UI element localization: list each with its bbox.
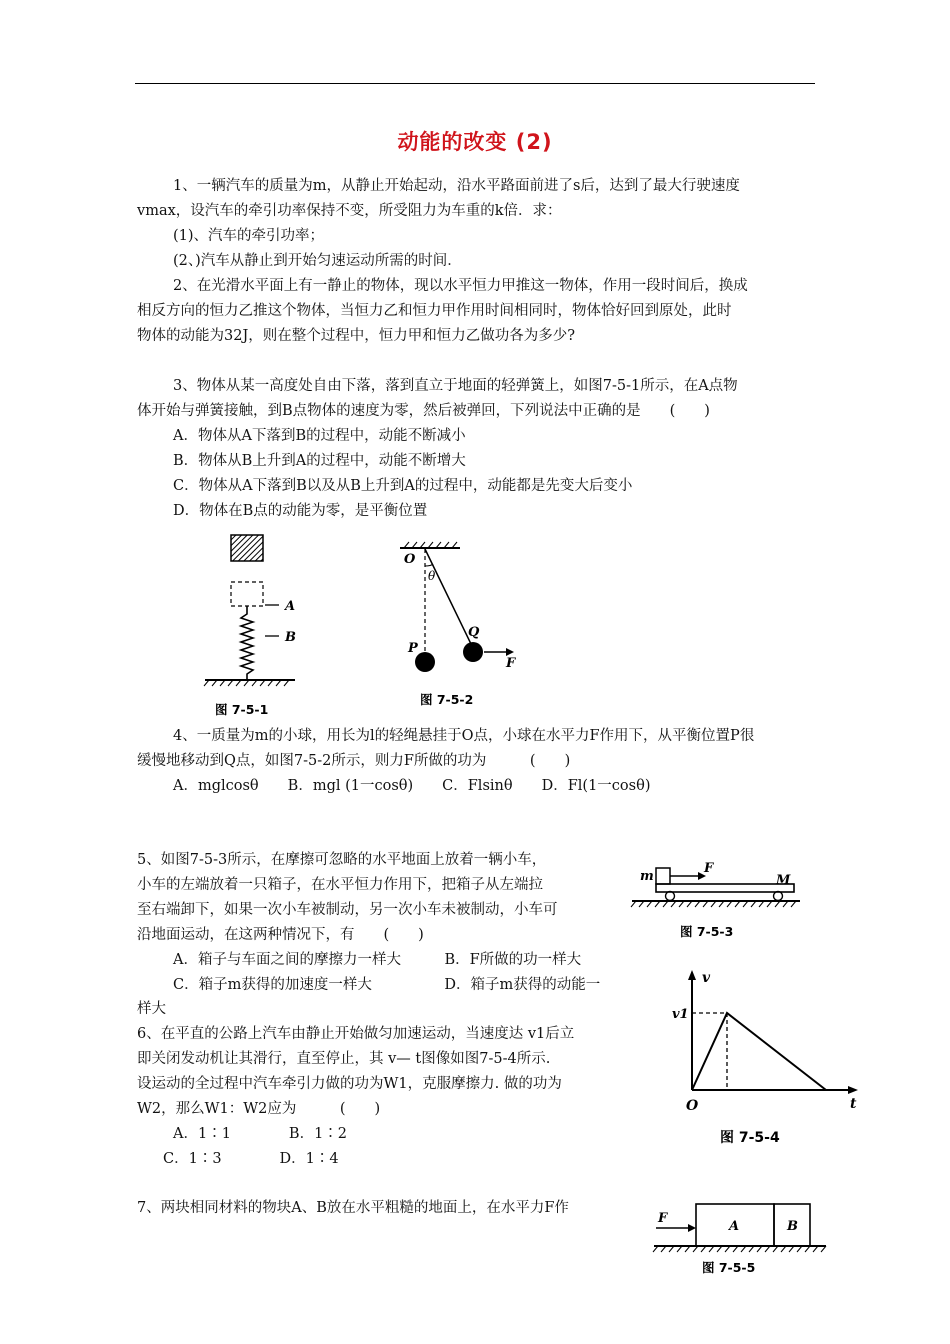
q6-options-ab: A．1∶1 B．1∶2 [173, 1126, 348, 1142]
label-f: F [704, 861, 714, 876]
label-o: O [686, 1098, 699, 1114]
q2-line-2: 相反方向的恒力乙推这个物体，当恒力乙和恒力甲作用时间相同时，物体恰好回到原处，此时 [137, 303, 732, 319]
label-b: B [787, 1219, 798, 1234]
page-title: 动能的改变 (2) [397, 130, 553, 154]
figure-caption: 图 7-5-1 [215, 702, 269, 717]
ball-q [463, 642, 483, 662]
q6-line-1: 6、在平直的公路上汽车由静止开始做匀加速运动，当速度达 v1后立 [137, 1026, 575, 1042]
q6-line-4: W2，那么W1：W2应为 ( ) [137, 1101, 381, 1117]
label-a: A [729, 1219, 740, 1234]
figure-caption: 图 7-5-2 [420, 692, 474, 707]
falling-block [231, 535, 263, 561]
spring-coil [241, 606, 253, 680]
label-f: F [658, 1211, 668, 1226]
q1-line-1: 1、一辆汽车的质量为m，从静止开始起动，沿水平路面前进了s后，达到了最大行驶速度 [173, 178, 740, 194]
q2-line-1: 2、在光滑水平面上有一静止的物体，现以水平恒力甲推这一物体，作用一段时间后，换成 [173, 278, 748, 294]
figure-7-5-1 [195, 530, 315, 720]
pendulum-string [425, 549, 471, 644]
q3-line-2: 体开始与弹簧接触，到B点物体的速度为零，然后被弹回，下列说法中正确的是 ( ) [137, 403, 710, 419]
top-rule [135, 83, 815, 84]
box-m [656, 868, 670, 884]
q6-line-3: 设运动的全过程中汽车牵引力做的功为W1，克服摩擦力. 做的功为 [137, 1076, 562, 1092]
q5-line-3: 至右端卸下，如果一次小车被制动，另一次小车未被制动，小车可 [137, 902, 558, 918]
q6-options-cd: C．1∶3 D．1∶4 [163, 1151, 339, 1167]
figure-7-5-4 [666, 966, 866, 1150]
label-big-m: M [776, 873, 791, 888]
q4-line-2: 缓慢地移动到Q点，如图7-5-2所示，则力F所做的功为 ( ) [137, 753, 571, 769]
q5-line-1: 5、如图7-5-3所示，在摩擦可忽略的水平地面上放着一辆小车， [137, 852, 547, 868]
q5-options-cd: C．箱子m获得的加速度一样大 D．箱子m获得的动能一 [173, 977, 601, 993]
q4-options: A．mglcosθ B．mgl (1一cosθ) C．Flsinθ D．Fl(1一cosθ) [173, 778, 651, 794]
label-o: O [404, 552, 416, 567]
q3-option-b: B．物体从B上升到A的过程中，动能不断增大 [173, 453, 466, 469]
label-t: t [850, 1096, 857, 1112]
figure-caption: 图 7-5-4 [720, 1130, 780, 1146]
label-v: v [702, 970, 711, 986]
q3-option-d: D．物体在B点的动能为零，是平衡位置 [173, 503, 428, 519]
label-theta: θ [428, 569, 436, 583]
q3-option-a: A．物体从A下落到B的过程中，动能不断减小 [173, 428, 466, 444]
figure-7-5-2 [388, 536, 538, 711]
q5-line-2: 小车的左端放着一只箱子，在水平恒力作用下，把箱子从左端拉 [137, 877, 543, 893]
ball-p [415, 652, 435, 672]
q7-line-1: 7、两块相同材料的物块A、B放在水平粗糙的地面上，在水平力F作 [137, 1200, 569, 1216]
label-f: F [506, 656, 516, 671]
cart-wheel-right [774, 892, 783, 901]
block-outline-at-a [231, 582, 263, 606]
q1-part-2: (2、)汽车从静止到开始匀速运动所需的时间． [173, 253, 462, 269]
q4-line-1: 4、一质量为m的小球，用长为l的轻绳悬挂于O点，小球在水平力F作用下，从平衡位置P很 [173, 728, 755, 744]
v-t-curve [692, 1013, 826, 1090]
q3-option-c: C．物体从A下落到B以及从B上升到A的过程中，动能都是先变大后变小 [173, 478, 633, 494]
cart-body [656, 884, 794, 892]
q6-line-2: 即关闭发动机让其滑行，直至停止，其 v— t图像如图7-5-4所示. [137, 1051, 551, 1067]
label-p: P [408, 641, 418, 656]
label-m: m [640, 869, 654, 884]
label-b: B [285, 630, 296, 645]
figure-7-5-3 [628, 852, 808, 944]
q5-options-ab: A．箱子与车面之间的摩擦力一样大 B．F所做的功一样大 [173, 952, 582, 968]
q1-line-2: vmax，设汽车的牵引功率保持不变，所受阻力为车重的k倍．求： [137, 203, 562, 219]
q1-part-1: (1)、汽车的牵引功率； [173, 228, 325, 244]
q5-line-4: 沿地面运动，在这两种情况下，有 ( ) [137, 927, 424, 943]
q2-line-3: 物体的动能为32J，则在整个过程中，恒力甲和恒力乙做功各为多少? [137, 328, 576, 344]
q5-line-5: 样大 [137, 1001, 166, 1017]
label-a: A [285, 599, 296, 614]
q3-line-1: 3、物体从某一高度处自由下落，落到直立于地面的轻弹簧上，如图7-5-1所示，在A点物 [173, 378, 738, 394]
figure-7-5-5 [650, 1200, 830, 1280]
figure-caption: 图 7-5-5 [702, 1260, 756, 1275]
figure-caption: 图 7-5-3 [680, 924, 734, 939]
label-v1: v1 [672, 1007, 689, 1022]
cart-wheel-left [666, 892, 675, 901]
label-q: Q [468, 625, 480, 640]
